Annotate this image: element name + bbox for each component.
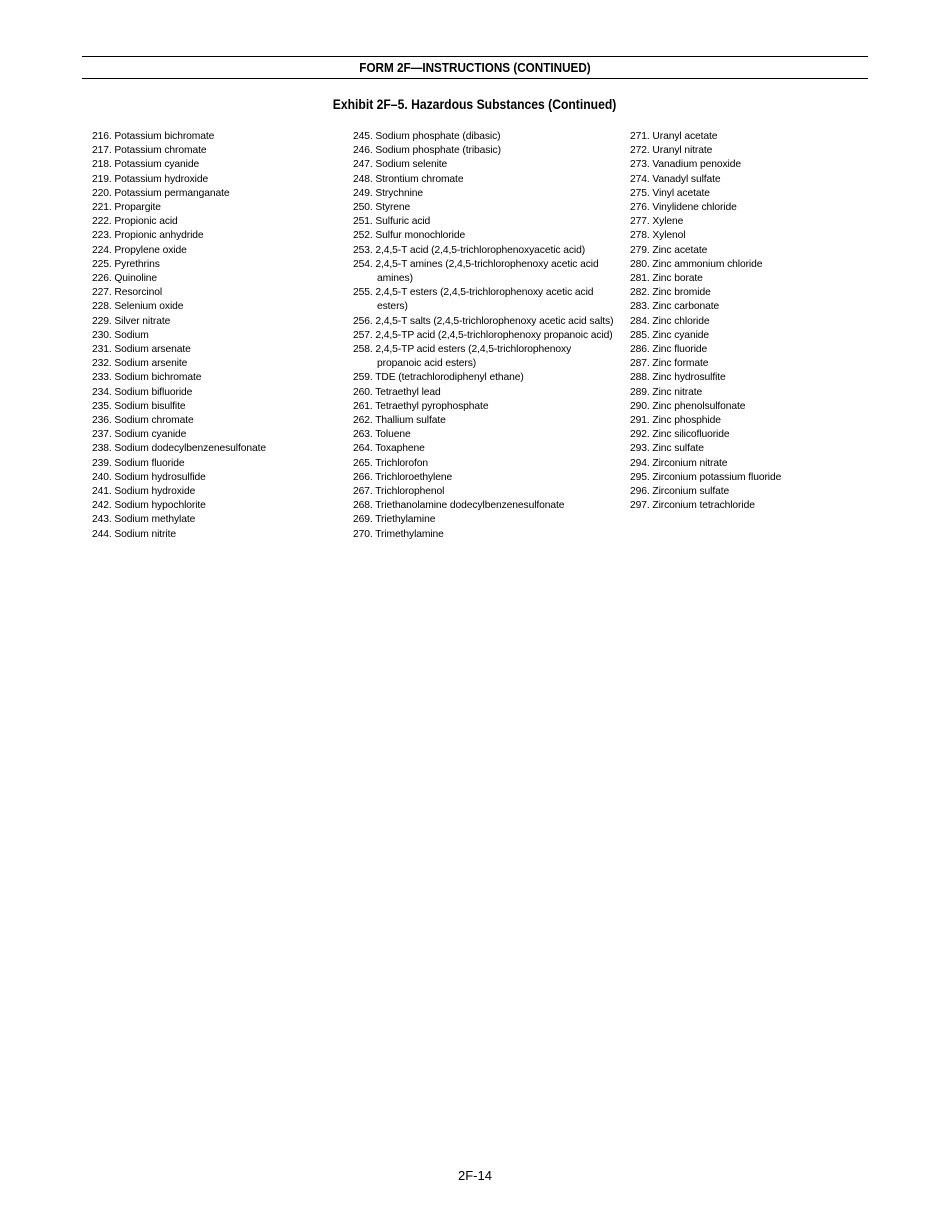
substance-list-item: 228. Selenium oxide: [92, 301, 184, 313]
substance-list-item: 226. Quinoline: [92, 273, 158, 285]
substance-list-item: 252. Sulfur monochloride: [353, 230, 466, 242]
substance-list-item: 217. Potassium chromate: [92, 145, 207, 157]
substance-list-item: 272. Uranyl nitrate: [630, 145, 713, 157]
substance-list-item: 284. Zinc chloride: [630, 315, 710, 327]
substance-list-item: 265. Trichlorofon: [353, 457, 428, 469]
substance-list-item: 267. Trichlorophenol: [353, 486, 445, 498]
substance-list-item: 262. Thallium sulfate: [353, 415, 446, 427]
substance-list-item: 216. Potassium bichromate: [92, 131, 215, 142]
substance-list-item: 266. Trichloroethylene: [353, 471, 453, 483]
substance-list-item: 253. 2,4,5-T acid (2,4,5-trichlorophenoxyacetic acid): [353, 244, 586, 256]
substance-list-item: 242. Sodium hypochlorite: [92, 500, 206, 512]
substance-list-item: 291. Zinc phosphide: [630, 415, 721, 427]
substance-list-item: 243. Sodium methylate: [92, 514, 196, 526]
substance-list-item: 273. Vanadium penoxide: [630, 159, 741, 171]
form-header: [82, 56, 868, 79]
substance-list-item: 294. Zirconium nitrate: [630, 457, 728, 469]
substance-list-item: 224. Propylene oxide: [92, 244, 187, 256]
substance-list-column-2: [353, 130, 615, 542]
substance-list-item: 248. Strontium chromate: [353, 173, 464, 185]
substance-list-item: 285. Zinc cyanide: [630, 329, 710, 341]
substance-list-item: 259. TDE (tetrachlorodiphenyl ethane): [353, 372, 524, 384]
substance-list-item: 231. Sodium arsenate: [92, 344, 191, 356]
substance-list-item: 241. Sodium hydroxide: [92, 486, 196, 498]
substance-list-item: 296. Zirconium sulfate: [630, 486, 730, 498]
substance-list-item: 236. Sodium chromate: [92, 415, 194, 427]
exhibit-title: [82, 96, 868, 114]
substance-list-item: 227. Resorcinol: [92, 287, 163, 299]
substance-list-item: 239. Sodium fluoride: [92, 457, 185, 469]
substance-list-item: 268. Triethanolamine dodecylbenzenesulfonate: [353, 500, 565, 512]
substance-list-item: 251. Sulfuric acid: [353, 216, 431, 228]
substance-list-item: 271. Uranyl acetate: [630, 131, 718, 142]
substance-list-item: 260. Tetraethyl lead: [353, 386, 441, 398]
substance-list-item: 279. Zinc acetate: [630, 244, 708, 256]
substance-list-item: 232. Sodium arsenite: [92, 358, 188, 370]
substance-list-item: 275. Vinyl acetate: [630, 187, 710, 199]
substance-list-item: 229. Silver nitrate: [92, 315, 171, 327]
substance-list-item: 222. Propionic acid: [92, 216, 178, 228]
substance-list-item: 247. Sodium selenite: [353, 159, 448, 171]
substance-list-item: 288. Zinc hydrosulfite: [630, 372, 726, 384]
substance-list-item: 238. Sodium dodecylbenzenesulfonate: [92, 443, 266, 455]
substance-list-item: 290. Zinc phenolsulfonate: [630, 400, 746, 412]
substance-list-item: 286. Zinc fluoride: [630, 344, 708, 356]
substance-list-item: 270. Trimethylamine: [353, 528, 444, 540]
substance-list-item: 261. Tetraethyl pyrophosphate: [353, 400, 489, 412]
substance-list-item: 276. Vinylidene chloride: [630, 202, 737, 214]
substance-list-item: 246. Sodium phosphate (tribasic): [353, 145, 501, 157]
substance-list-item: 245. Sodium phosphate (dibasic): [353, 131, 501, 142]
substance-list-item: 289. Zinc nitrate: [630, 386, 703, 398]
substance-list-item: 225. Pyrethrins: [92, 258, 160, 270]
substance-list-item: 258. 2,4,5-TP acid esters (2,4,5-trichlorophenoxy propanoic acid esters): [353, 344, 572, 370]
substance-list-item: 263. Toluene: [353, 429, 411, 441]
substance-list-item: 283. Zinc carbonate: [630, 301, 720, 313]
substance-list-item: 282. Zinc bromide: [630, 287, 711, 299]
substance-list-item: 220. Potassium permanganate: [92, 187, 230, 199]
substance-list-item: 295. Zirconium potassium fluoride: [630, 471, 782, 483]
substance-list-item: 234. Sodium bifluoride: [92, 386, 193, 398]
substance-list-item: 230. Sodium: [92, 329, 149, 341]
substance-list-item: 233. Sodium bichromate: [92, 372, 202, 384]
substance-list-item: 274. Vanadyl sulfate: [630, 173, 721, 185]
substance-list-column-1: [92, 130, 332, 542]
substance-list-item: 293. Zinc sulfate: [630, 443, 704, 455]
page-number: 2F-14: [458, 1168, 492, 1183]
substance-list-item: 221. Propargite: [92, 202, 161, 214]
substance-list-item: 257. 2,4,5-TP acid (2,4,5-trichlorophenoxy propanoic acid): [353, 329, 613, 341]
substance-list-item: 249. Strychnine: [353, 187, 424, 199]
substance-list-item: 240. Sodium hydrosulfide: [92, 471, 206, 483]
substance-list-item: 219. Potassium hydroxide: [92, 173, 209, 185]
substance-list-item: 264. Toxaphene: [353, 443, 425, 455]
substance-list-item: 292. Zinc silicofluoride: [630, 429, 730, 441]
substance-list-item: 269. Triethylamine: [353, 514, 436, 526]
substance-list-item: 223. Propionic anhydride: [92, 230, 204, 242]
substance-list-item: 254. 2,4,5-T amines (2,4,5-trichlorophenoxy acetic acid amines): [353, 258, 599, 285]
substance-list-item: 255. 2,4,5-T esters (2,4,5-trichlorophenoxy acetic acid esters): [353, 287, 594, 313]
substance-list-item: 278. Xylenol: [630, 230, 686, 242]
substance-list-item: 280. Zinc ammonium chloride: [630, 258, 763, 270]
substance-list-item: 237. Sodium cyanide: [92, 429, 187, 441]
exhibit-title-text: Exhibit 2F–5. Hazardous Substances (Continued): [333, 97, 617, 112]
substance-list-column-3: [630, 130, 860, 513]
substance-list-item: 277. Xylene: [630, 216, 684, 228]
form-header-title: FORM 2F—INSTRUCTIONS (CONTINUED): [359, 60, 591, 75]
substance-list-item: 250. Styrene: [353, 202, 411, 214]
substance-list-item: 297. Zirconium tetrachloride: [630, 500, 755, 512]
substance-list-item: 218. Potassium cyanide: [92, 159, 200, 171]
substance-list-item: 235. Sodium bisulfite: [92, 400, 186, 412]
substance-list-item: 287. Zinc formate: [630, 358, 709, 370]
substance-list-item: 256. 2,4,5-T salts (2,4,5-trichlorophenoxy acetic acid salts): [353, 315, 614, 327]
substance-list-item: 281. Zinc borate: [630, 273, 703, 285]
substance-list-item: 244. Sodium nitrite: [92, 528, 176, 540]
